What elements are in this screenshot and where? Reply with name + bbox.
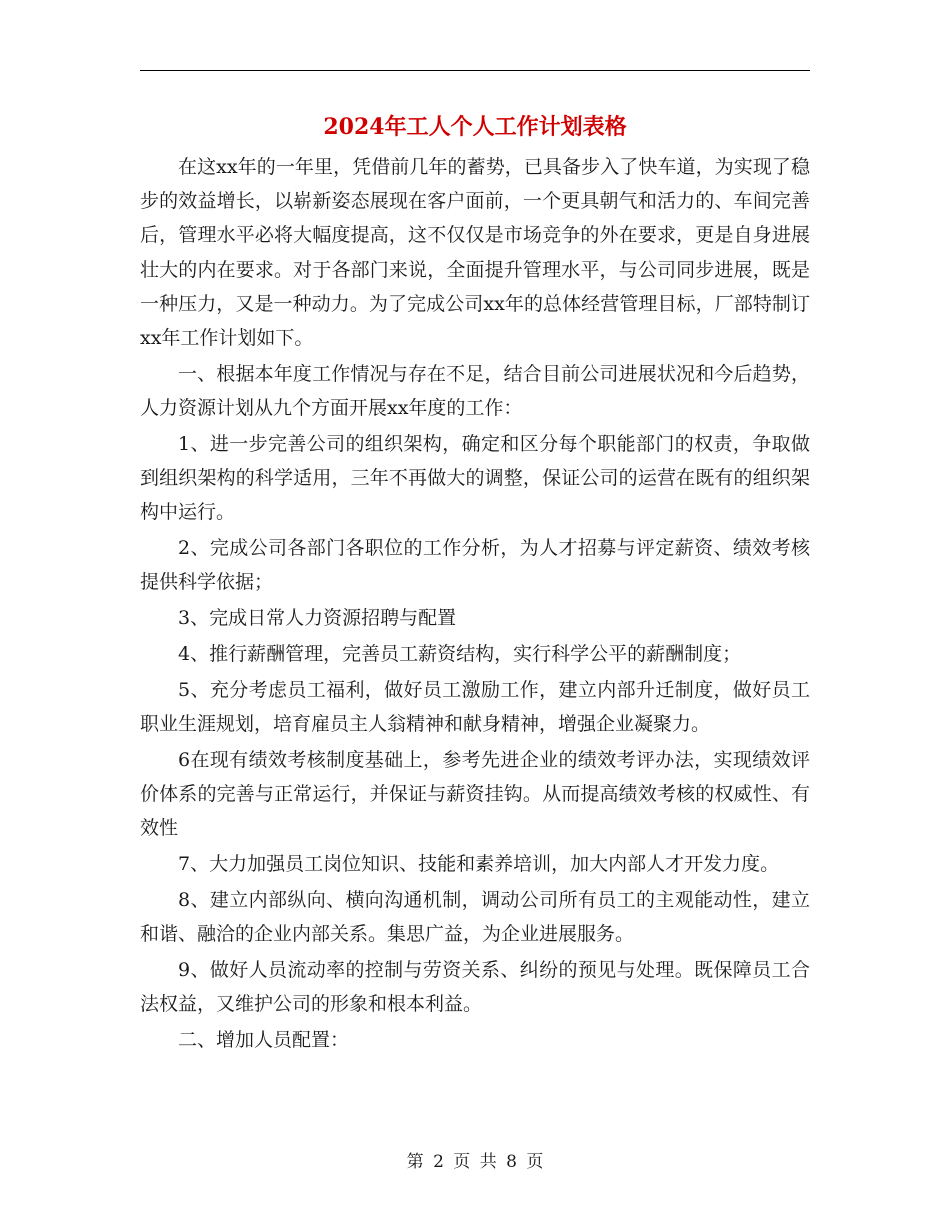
paragraph-item-7: 7、大力加强员工岗位知识、技能和素养培训，加大内部人才开发力度。 xyxy=(178,852,780,875)
paragraph-item-9: 9、做好人员流动率的控制与劳资关系、纠纷的预见与处理。既保障员工合法权益，又维护公司的形象和根本利益。 xyxy=(140,958,810,1015)
paragraph-item-2: 2、完成公司各部门各职位的工作分析，为人才招募与评定薪资、绩效考核提供科学依据； xyxy=(140,537,810,594)
document-body xyxy=(140,150,810,1058)
header-rule xyxy=(140,70,810,71)
paragraph-item-6: 6在现有绩效考核制度基础上，参考先进企业的绩效考评办法，实现绩效评价体系的完善与正常运行，并保证与薪资挂钩。从而提高绩效考核的权威性、有效性 xyxy=(140,748,810,840)
paragraph-section-1: 一、根据本年度工作情况与存在不足，结合目前公司进展状况和今后趋势，人力资源计划从九个方面开展xx年度的工作： xyxy=(140,362,810,420)
document-title: 2024年工人个人工作计划表格 xyxy=(323,114,627,140)
paragraph-item-3: 3、完成日常人力资源招聘与配置 xyxy=(178,607,457,630)
paragraph-section-2: 二、增加人员配置： xyxy=(178,1028,350,1051)
paragraph-item-5: 5、充分考虑员工福利，做好员工激励工作，建立内部升迁制度，做好员工职业生涯规划，培育雇员主人翁精神和献身精神，增强企业凝聚力。 xyxy=(140,678,810,735)
page-number-footer: 第 2 页 共 8 页 xyxy=(406,1152,544,1172)
paragraph-item-8: 8、建立内部纵向、横向沟通机制，调动公司所有员工的主观能动性，建立和谐、融洽的企业内部关系。集思广益，为企业进展服务。 xyxy=(140,888,810,945)
paragraph-item-1: 1、进一步完善公司的组织架构，确定和区分每个职能部门的权责，争取做到组织架构的科学适用，三年不再做大的调整，保证公司的运营在既有的组织架构中运行。 xyxy=(140,432,810,524)
paragraph-item-4: 4、推行薪酬管理，完善员工薪资结构，实行科学公平的薪酬制度； xyxy=(178,642,742,665)
paragraph-intro: 在这xx年的一年里，凭借前几年的蓄势，已具备步入了快车道，为实现了稳步的效益增长，以崭新姿态展现在客户面前，一个更具朝气和活力的、车间完善后，管理水平必将大幅度提高，这不仅仅是市场竞争的外在要求，更是自身进展壮大的内在要求。对于各部门来说，全面提升管理水平，与公司同步进展，既是一种压力，又是一种动力。为了完成公司xx年的总体经营管理目标，厂部特制订xx年工作计划如下。 xyxy=(140,156,810,350)
